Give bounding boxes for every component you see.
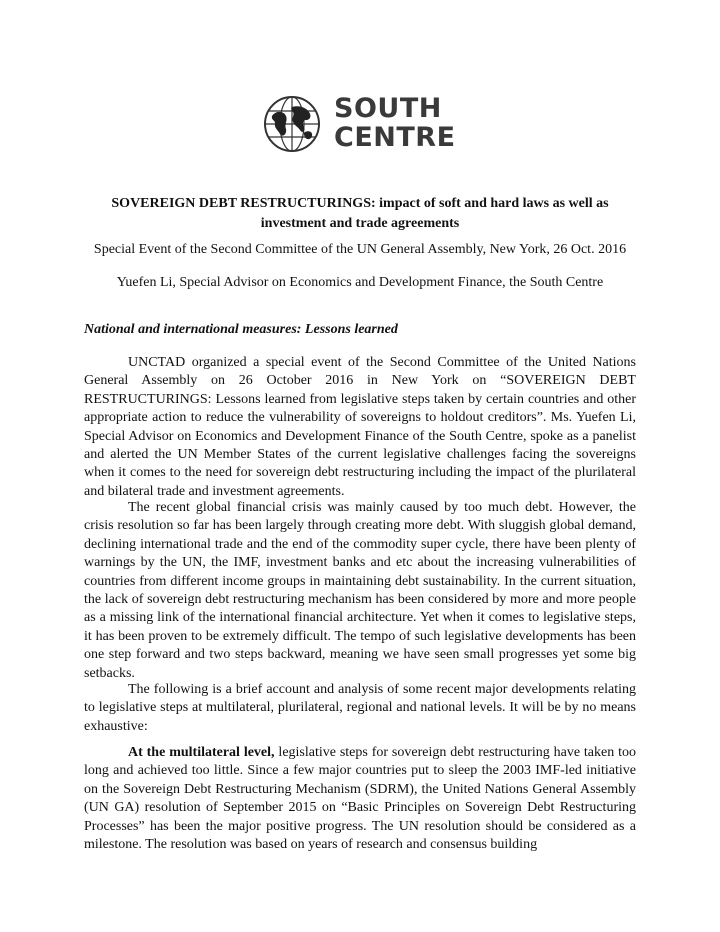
paragraph-4-body: legislative steps for sovereign debt restructuring have taken too long and achieved too little. Since a few major countries put to sleep the 2003 IMF-led initiative on the Sovereign Debt Restructuring Mechanism (SDRM), the United Nations General Assembly (UN GA) resolution of September 2015 on “Basic Principles on Sovereign Debt Restructuring Processes” has been the major positive progress. The UN resolution should be considered as a milestone. The resolution was based on years of research and consensus building bbox=[84, 745, 637, 853]
section-heading: National and international measures: Lessons learned bbox=[84, 322, 398, 337]
event-subtitle: Special Event of the Second Committee of the UN General Assembly, New York, 26 Oct. 2016 bbox=[93, 242, 627, 257]
paragraph-4-lead: At the multilateral level, bbox=[128, 745, 275, 760]
logo-line-centre: CENTRE bbox=[334, 122, 456, 153]
logo-line-south: SOUTH bbox=[334, 93, 442, 124]
document-title: SOVEREIGN DEBT RESTRUCTURINGS: impact of soft and hard laws as well as investment and trade agreements bbox=[111, 196, 609, 231]
paragraph-4 bbox=[84, 744, 636, 854]
author-line: Yuefen Li, Special Advisor on Economics and Development Finance, the South Centre bbox=[116, 275, 604, 290]
logo-wordmark bbox=[334, 94, 456, 152]
paragraph-3: The following is a brief account and analysis of some recent major developments relating to legislative steps at multilateral, plurilateral, regional and national levels. It will be by no means exhaustive: bbox=[84, 682, 636, 734]
paragraph-2: The recent global financial crisis was mainly caused by too much debt. However, the crisis resolution so far has been largely through creating more debt. With sluggish global demand, declining international trade and the end of the commodity super cycle, there have been plenty of warnings by the UN, the IMF, investment banks and etc about the increasing vulnerabilities of countries from different income groups in maintaining debt sustainability. In the current situation, the lack of sovereign debt restructuring mechanism has been considered by more and more people as a missing link of the international financial architecture. Yet when it comes to legislative steps, it has been proven to be extremely difficult. The tempo of such legislative developments has been one step forward and two steps backward, meaning we have seen small progresses yet some big setbacks. bbox=[84, 500, 636, 681]
south-centre-logo bbox=[262, 92, 462, 158]
paragraph-1: UNCTAD organized a special event of the Second Committee of the United Nations General Assembly on 26 October 2016 in New York on “SOVEREIGN DEBT RESTRUCTURINGS: Lessons learned from legislative steps taken by certain countries and other appropriate action to reduce the vulnerability of sovereigns to holdout creditors”. Ms. Yuefen Li, Special Advisor on Economics and Development Finance of the South Centre, spoke as a panelist and alerted the UN Member States of the current legislative challenges facing the sovereigns when it comes to the need for sovereign debt restructuring including the impact of the plurilateral and bilateral trade and investment agreements. bbox=[84, 355, 636, 499]
globe-icon bbox=[262, 94, 322, 154]
